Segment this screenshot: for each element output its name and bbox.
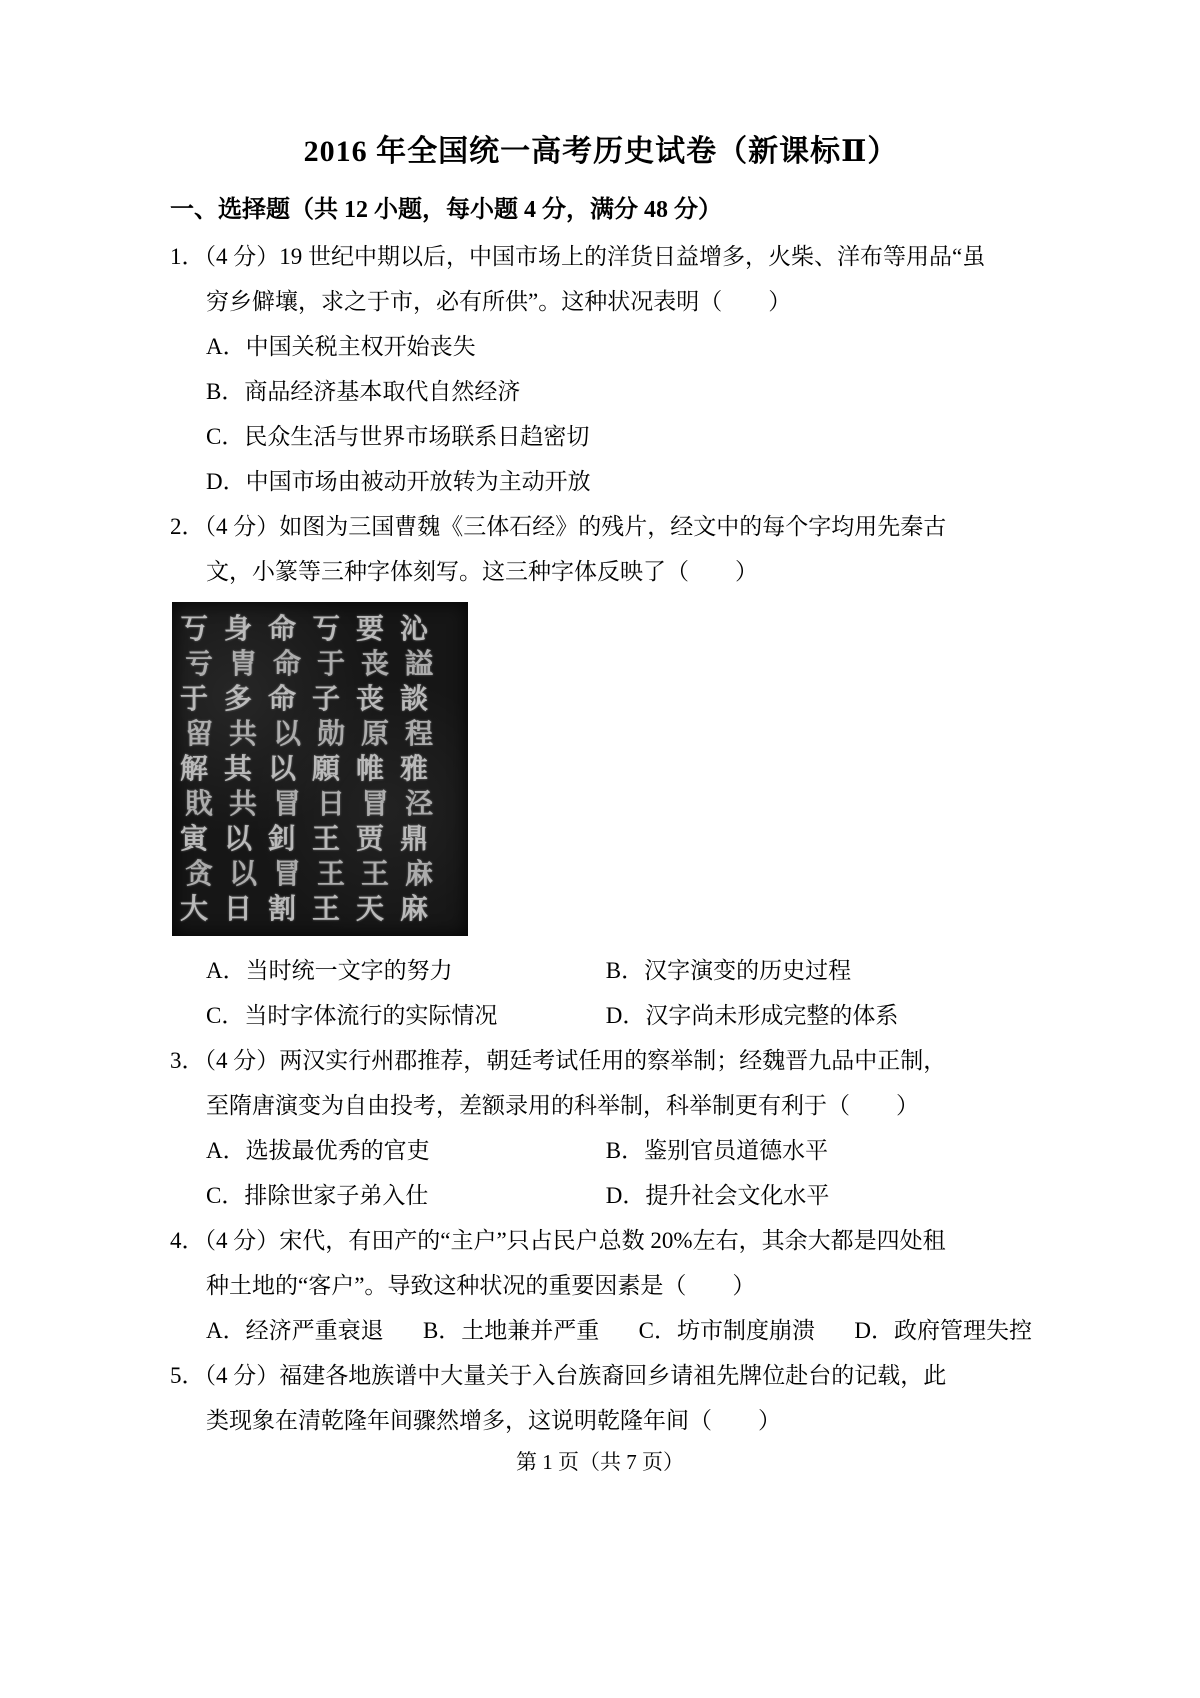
section-header: 一、选择题（共 12 小题，每小题 4 分，满分 48 分） — [170, 197, 722, 223]
question-2-options-row-1 — [170, 948, 1032, 993]
question-2 — [170, 504, 1032, 1038]
question-3-stem-line-1: 3．（4 分）两汉实行州郡推荐，朝廷考试任用的察举制；经魏晋九品中正制， — [170, 1048, 947, 1073]
question-5 — [170, 1353, 1032, 1443]
stone-glyph-row: 寅以釗王贾鼎 — [180, 824, 445, 855]
stone-glyph-row: 解其以願帷雅 — [180, 754, 445, 785]
question-1-option-a: A．中国关税主权开始丧失 — [206, 334, 476, 359]
question-5-stem-line-2: 类现象在清乾隆年间骤然增多，这说明乾隆年间（ ） — [206, 1408, 781, 1433]
question-2-option-a: A．当时统一文字的努力 — [206, 958, 453, 983]
stone-inscription-image — [172, 602, 468, 936]
question-1-stem-line-2: 穷乡僻壤，求之于市，必有所供”。这种状况表明（ ） — [206, 289, 792, 314]
stone-glyph-row: 留共以勋原程 — [185, 719, 450, 750]
question-2-option-c: C．当时字体流行的实际情况 — [206, 1003, 498, 1028]
question-4-stem-line-2: 种土地的“客户”。导致这种状况的重要因素是（ ） — [206, 1273, 756, 1298]
page-footer: 第 1 页（共 7 页） — [516, 1450, 684, 1474]
question-1-option-b: B．商品经济基本取代自然经济 — [206, 379, 521, 404]
page-title: 2016 年全国统一高考历史试卷（新课标Ⅱ） — [303, 135, 899, 168]
question-3-option-d: D．提升社会文化水平 — [605, 1183, 830, 1208]
stone-glyph-row: 贪以冒王王麻 — [185, 859, 450, 890]
question-3-option-a: A．选拔最优秀的官吏 — [206, 1138, 430, 1163]
question-4-stem-line-1: 4．（4 分）宋代，有田产的“主户”只占民户总数 20%左右，其余大都是四处租 — [170, 1228, 946, 1253]
question-4-option-c: C．坊市制度崩溃 — [638, 1318, 815, 1343]
question-2-stem-line-2: 文，小篆等三种字体刻写。这三种字体反映了（ ） — [206, 559, 758, 584]
question-4-options-row — [170, 1308, 1032, 1353]
question-1-option-c: C．民众生活与世界市场联系日趋密切 — [206, 424, 590, 449]
question-3-option-b: B．鉴别官员道德水平 — [605, 1138, 829, 1163]
question-3-options-row-2 — [170, 1173, 1032, 1218]
question-4-option-a: A．经济严重衰退 — [206, 1318, 384, 1343]
stone-glyph-row: 亏胄命于丧謚 — [185, 649, 450, 680]
question-3-stem-line-2: 至隋唐演变为自由投考，差额录用的科举制，科举制更有利于（ ） — [206, 1093, 919, 1118]
question-4-option-d: D．政府管理失控 — [854, 1318, 1032, 1343]
stone-glyph-row: 大日割王天麻 — [180, 894, 445, 925]
question-1-stem-line-1: 1．（4 分）19 世纪中期以后，中国市场上的洋货日益增多，火柴、洋布等用品“虽 — [170, 244, 986, 269]
question-3 — [170, 1038, 1032, 1218]
question-5-stem-line-1: 5．（4 分）福建各地族谱中大量关于入台族裔回乡请祖先牌位赴台的记载，此 — [170, 1363, 947, 1388]
question-3-option-c: C．排除世家子弟入仕 — [206, 1183, 429, 1208]
question-2-option-b: B．汉字演变的历史过程 — [605, 958, 852, 983]
question-3-options-row-1 — [170, 1128, 1032, 1173]
question-2-options-row-2 — [170, 993, 1032, 1038]
question-2-option-d: D．汉字尚未形成完整的体系 — [605, 1003, 899, 1028]
stone-glyph-row: 戝共冒日冒泾 — [185, 789, 450, 820]
question-4-option-b: B．土地兼并严重 — [422, 1318, 600, 1343]
question-2-stem-line-1: 2．（4 分）如图为三国曹魏《三体石经》的残片，经文中的每个字均用先秦古 — [170, 514, 947, 539]
stone-glyph-row: 丂身命丂要沁 — [180, 614, 445, 645]
question-4 — [170, 1218, 1032, 1353]
question-1 — [170, 234, 1032, 504]
question-1-option-d: D．中国市场由被动开放转为主动开放 — [206, 469, 591, 494]
stone-glyph-row: 于多命子丧談 — [180, 684, 445, 715]
